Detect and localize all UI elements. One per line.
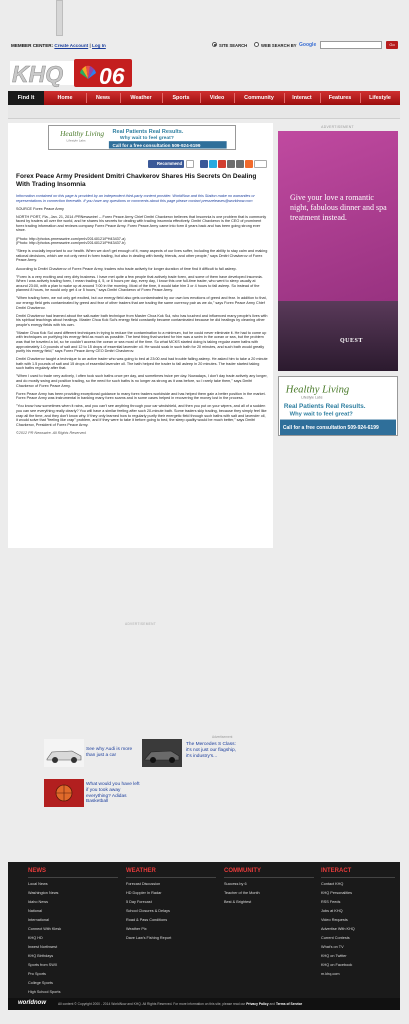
svg-text:Healthy Living: Healthy Living [60, 129, 105, 139]
footer-link[interactable]: National [28, 909, 42, 913]
spa-ad-copy: Give your love a romantic night, fabulous dinner and spa treatment instead. [290, 193, 387, 222]
footer-link[interactable]: International [28, 918, 49, 922]
footer-link[interactable]: Connect With Klesk [28, 927, 62, 931]
terms-of-service-link[interactable]: Terms of Service [275, 1002, 303, 1006]
svg-text:Lifestyle Labs: Lifestyle Labs [301, 395, 323, 400]
footer-interact-title: INTERACT [321, 868, 352, 874]
article-paragraph: Dmitri Chavkerov taught a technique to an active trader who was going to bed at 23:00 and had trouble falling asleep. He asked him to take a 20 minute bath with 1.5 pounds of salt and 15 drops of essential lavender oil. The bath helped the trader to fall asleep in 20 minutes. The trader started taking such baths regularly after that. [16, 357, 268, 371]
share-count-box [254, 160, 267, 168]
nav-news[interactable]: News [95, 95, 111, 101]
site-search-label: SITE SEARCH [219, 43, 248, 48]
article-paragraph: Forex Peace Army has been providing exceptional guidance to many forex traders worldwide and has helped them gain a better position in the market. Forex Peace Army was instrumental in banking many forex scams and in some cases helped in recovering the money lost in the process. [16, 391, 266, 401]
footer-link[interactable]: HD Doppler In Radar [126, 891, 162, 895]
privacy-policy-link[interactable]: Privacy Policy [246, 1002, 269, 1006]
search-go-button[interactable]: Go [386, 41, 398, 49]
twitter-icon[interactable] [209, 160, 217, 168]
facebook-icon[interactable] [200, 160, 208, 168]
nav-find-it[interactable]: Find It [8, 91, 44, 105]
article-disclaimer: Information contained on this page is provided by an independent third-party content provider. WorldNow and this Station make no warranties or representations in connection therewith. If you have any questions or comments about this page please contact pressreleases@worldnow.com [16, 194, 255, 203]
article-paragraph: "You know how sometimes when it rains, and you can't see anything through your car windshield, and then you put on your wipers, and all of a sudden you can see everything really clearly? You will have a similar feeling after such 20-minute bath. Some traders skip trading, because they simply feel like crap all the time, and they don't know why. If they only learned how to regularly purify their energetic field through such baths with salt and lavender oil, it would solve that "feeling like crap" problem, and if they were to take it before going to bed, the sleep quality would be much better," says Dmitri Chavkerov, President of Forex Peace Army. [16, 404, 267, 427]
svg-text:Why wait to feel great?: Why wait to feel great? [119, 135, 174, 141]
svg-text:Healthy Living: Healthy Living [285, 384, 350, 396]
top-ad-strip [56, 0, 63, 36]
footer-link[interactable]: Local News [28, 882, 48, 886]
healthy-living-side-ad[interactable] [278, 376, 398, 436]
svg-text:Real Patients Real Results.: Real Patients Real Results. [112, 128, 184, 135]
site-search-radio[interactable] [212, 42, 217, 47]
article-paragraph: According to Dmitri Chavkerov of Forex Peace Army, traders who trade actively for longer duration of time find it difficult to fall asleep. [16, 266, 237, 271]
spa-ad-photo [278, 301, 398, 371]
footer-link[interactable]: RSS Feeds [321, 900, 341, 904]
footer-link[interactable]: KHQ HD [28, 936, 43, 940]
nav-features[interactable]: Features [328, 95, 352, 101]
article-headline: Forex Peace Army President Dmitri Chavkerov Shares His Secrets On Dealing With Trading Insomnia [16, 173, 257, 188]
gmail-icon[interactable] [218, 160, 226, 168]
nav-video[interactable]: Video [209, 95, 225, 101]
footer-link[interactable]: Best & Brightest [224, 900, 252, 904]
footer-link[interactable]: Washington News [28, 891, 59, 895]
web-search-radio[interactable] [254, 42, 259, 47]
article-paragraph: "When I used to trade very actively, I often took such baths once per day, and sometimes twice per day. Nowadays, I don't day trade actively any longer, and do mostly swing and position trading, so the need for such baths is no longer as strong as it was before, so I rarely take them," says Dmitri Chavkerov of Forex Peace Army. [16, 374, 268, 388]
svg-text:Call for a free consultation 5: Call for a free consultation 509-924-6199 [282, 425, 379, 432]
footer-link[interactable]: Teacher of the Month [224, 891, 260, 895]
footer [8, 862, 400, 998]
nav-weather[interactable]: Weather [130, 95, 152, 101]
sub-nav [8, 105, 400, 119]
footer-link[interactable]: Advertise With KHQ [321, 927, 355, 931]
healthy-living-banner-ad[interactable] [48, 125, 236, 150]
sponsored-link[interactable]: The Mercedes S Class: it's not just our flagship, it's industry's... [186, 742, 236, 759]
bottom-copyright [58, 1002, 302, 1006]
footer-link[interactable]: Inwest Northwest [28, 945, 58, 949]
share-toolbar [148, 160, 268, 170]
main-nav [8, 91, 400, 105]
bottom-copyright-text: All content © Copyright 2000 - 2014 WorldNow and KHQ. All Rights Reserved. For more information on this site, please read our [58, 1002, 246, 1006]
spa-ad[interactable] [278, 131, 398, 371]
article-paragraph: "When trading forex, we not only get excited, but our energy field also gets contaminated by our own low emotions of greed and fear. In addition to that, our energy field gets contaminated by greed and fear of other traders that are trading the same currency pair as we do," says Forex Peace Army Chief Dmitri Chavkerov. [16, 296, 267, 310]
adidas-basketball-thumb[interactable] [44, 779, 84, 807]
member-separator: | [89, 43, 91, 48]
spa-ad-brand: QUEST [340, 338, 363, 344]
footer-link[interactable]: Jobs at KHQ [321, 909, 343, 913]
search-input[interactable] [320, 41, 382, 49]
footer-weather-title: WEATHER [126, 868, 156, 874]
audi-car-thumb[interactable] [44, 739, 84, 767]
share-plus-icon[interactable] [245, 160, 253, 168]
worldnow-logo[interactable]: worldnow [18, 1000, 46, 1006]
footer-link[interactable]: Forecast Discussion [126, 882, 161, 886]
logo-number: 06 [99, 63, 125, 88]
print-icon[interactable] [236, 160, 244, 168]
bottom-bar [8, 998, 400, 1010]
svg-text:Call for a free consultation 5: Call for a free consultation 509-924-6199 [112, 142, 201, 148]
svg-text:Real Patients Real Results.: Real Patients Real Results. [283, 402, 366, 410]
nav-home[interactable]: Home [57, 95, 73, 101]
ad-label: ADVERTISEMENT [321, 125, 354, 129]
article-paragraph: Dmitri Chavkerov had learned about the salt-water bath technique from Master Choa Kok Sui, who has touched and influenced many people's lives with his spiritual teachings about healings. Master Choa Kok Sui's energy field constantly became contaminated because he did healings by cleaning other people's energy fields with his own. [16, 313, 268, 327]
bottom-and: and [269, 1002, 276, 1006]
footer-link[interactable]: Video Requests [321, 918, 348, 922]
article-copyright: ©2012 PR Newswire. All Rights Reserved. [16, 430, 87, 435]
footer-community-title: COMMUNITY [224, 868, 261, 874]
member-bar [0, 40, 409, 52]
member-center-label: MEMBER CENTER: [11, 43, 54, 48]
footer-link[interactable]: Weather Pix [126, 927, 147, 931]
footer-news-title: NEWS [28, 868, 46, 874]
create-account-link[interactable]: Create Account [54, 43, 89, 48]
sponsored-link[interactable]: See why Audi is more than just a car [86, 747, 133, 758]
logo-letters: KHQ [12, 61, 64, 87]
khq-logo[interactable] [10, 58, 132, 88]
mercedes-car-thumb[interactable] [142, 739, 182, 767]
footer-link[interactable]: Current Contests [321, 936, 350, 940]
footer-link[interactable]: What's on TV [321, 945, 344, 949]
nav-interact[interactable]: Interact [292, 95, 312, 101]
article-body [16, 194, 268, 439]
share-count-icon [186, 160, 194, 168]
footer-link[interactable]: Success by 6 [224, 882, 247, 886]
footer-link[interactable]: Contact KHQ [321, 882, 344, 886]
sponsored-label: Advertisement [212, 735, 233, 739]
web-search-label: WEB SEARCH BY [261, 43, 297, 48]
article-paragraph: "Sleep is crucially important to our health. When we don't get enough of it, many aspects of our lives suffer, including the ability to stay calm and making rational decisions, which are not only need in forex trading, but also in dealing with family, friends, and other people," says Dmitri Chavkerov of Forex Peace Army. [16, 249, 268, 263]
footer-link[interactable]: School Closures & Delays [126, 909, 170, 913]
article-paragraph: "Forex is a very exciting and very dirty business. I have met quite a few people that actively trade forex, and some of them have developed insomnia. When I was actively trading forex, I mean trading 4, 5, or 6 hours per day, every day, I know this one full-time trader, who went to sleep usually at around 23:00, with a plan to wake up at around 7:00 in the morning. Most of the time, it would take him 3 or 4 hours to fall asleep. So instead of the planned 8 hours, he would only get 4 or 5 hours," says Dmitri Chavkerov of Forex Peace Army. [16, 274, 263, 293]
footer-link[interactable]: KHQ Birthdays [28, 954, 54, 958]
footer-link[interactable]: m.khq.com [321, 972, 340, 976]
article-photo-link[interactable]: (Photo: http://photos.prnewswire.com/prnh/20140121/PH43437-a) [16, 236, 126, 241]
article-paragraph: "Master Choa Kok Sui used different techniques in trying to reduce the contamination to a minimum, but he could never eliminate it. He had to come up with techniques on purifying his energy field as much as possible. The best thing that worked for him was a swim in the ocean or sea, but the problem was that he traveled a lot, so he couldn't access the ocean or sea most of the time. So what MCKS started doing is taking regular warm baths with approximately 1.0 pounds of salt and 12 to 15 drops of essential lavender oil. He would soak in such bath for 20 minutes, and such bath would greatly purify his energy field," says Forex Peace Army CEO Dmitri Chavkerov. [16, 330, 267, 354]
footer-link[interactable]: Dave Law's Fishing Report [126, 936, 172, 940]
footer-link[interactable]: Idaho News [28, 900, 49, 904]
article-source: SOURCE Forex Peace Army [16, 206, 64, 211]
footer-link[interactable]: KHQ on Facebook [321, 963, 353, 967]
svg-text:Lifestyle Labs: Lifestyle Labs [66, 138, 86, 143]
footer-link[interactable]: College Sports [28, 981, 53, 985]
nav-community[interactable]: Community [244, 95, 274, 101]
nav-sports[interactable]: Sports [172, 95, 190, 101]
sponsored-link[interactable]: What would you have left if you took away everything? Adidas Basketball [86, 782, 140, 805]
sponsored-links [40, 735, 240, 815]
footer-link[interactable]: 5 Day Forecast [126, 900, 152, 904]
footer-link[interactable]: High School Sports [28, 990, 61, 994]
svg-text:Why wait to feel great?: Why wait to feel great? [289, 411, 353, 418]
nav-lifestyle[interactable]: Lifestyle [369, 95, 391, 101]
google-logo: Google [299, 42, 317, 48]
footer-link[interactable]: Sports from SWX [28, 963, 58, 967]
login-link[interactable]: Log In [92, 43, 106, 48]
article-photo-link[interactable]: (Photo: http://photos.prnewswire.com/prnh/20140121/PH43437-b) [16, 241, 126, 246]
email-icon[interactable] [227, 160, 235, 168]
footer-link[interactable]: KHQ Personalities [321, 891, 353, 895]
footer-link[interactable]: Pro Sports [28, 972, 46, 976]
footer-link[interactable]: KHQ on Twitter [321, 954, 347, 958]
mid-ad-label: ADVERTISEMENT [125, 622, 156, 626]
article-paragraph: NORTH PORT, Fla., Jan. 21, 2014 /PRNewswire/ -- Forex Peace Army Chief Dmitri Chavkerov believes that Insomnia is one problem that is commonly faced by traders all over the world, and he shares his secrets for dealing with trading insomnia effectively. Dmitri Chavkerov is the CEO of prominent forex trading information and reviews company Forex Peace Army. Forex Peace Army came into form 8 years back and has been going strong ever since. [16, 214, 267, 233]
facebook-recommend-button[interactable]: Recommend [148, 160, 184, 168]
footer-link[interactable]: Road & Pass Conditions [126, 918, 168, 922]
member-center [11, 43, 106, 48]
